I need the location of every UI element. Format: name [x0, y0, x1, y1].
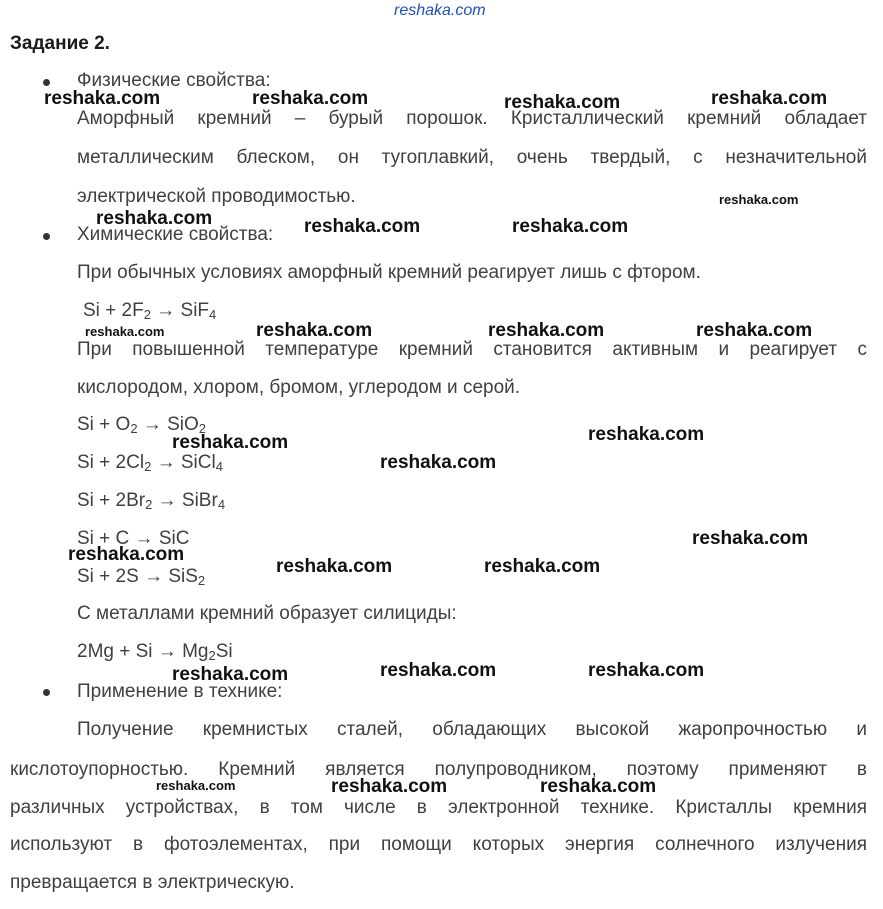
- bullet-physical: [43, 79, 50, 86]
- watermark: reshaka.com: [692, 528, 809, 549]
- watermark: reshaka.com: [96, 208, 213, 229]
- watermark: reshaka.com: [172, 432, 289, 453]
- application-line-2: кислотоупорностью. Кремний является полупроводником, поэтому применяют в: [10, 759, 867, 780]
- watermark: reshaka.com: [85, 324, 165, 339]
- watermark: reshaka.com: [696, 320, 813, 341]
- watermark: reshaka.com: [331, 776, 448, 797]
- watermark: reshaka.com: [380, 660, 497, 681]
- equation-si-s: Si + 2S → SiS$_2$: [77, 566, 206, 588]
- equation-si-cl2: $Si + 2Cl_2$ → SiCl$_4$: [77, 452, 223, 474]
- bullet-chemical: [43, 233, 50, 240]
- physical-line-2: металлическим блеском, он тугоплавкий, очень твердый, с незначительной: [77, 147, 867, 168]
- application-line-5: превращается в электрическую.: [10, 872, 295, 893]
- application-line-3: различных устройствах, в том числе в электронной технике. Кристаллы кремния: [10, 797, 867, 818]
- watermark: reshaka.com: [172, 664, 289, 685]
- watermark: reshaka.com: [512, 216, 629, 237]
- heading-chemical: Химические свойства:: [77, 224, 274, 245]
- chemical-intro: При обычных условиях аморфный кремний реагирует лишь с фтором.: [77, 262, 701, 283]
- watermark: reshaka.com: [44, 88, 161, 109]
- high-temp-line-2: кислородом, хлором, бромом, углеродом и серой.: [77, 377, 521, 398]
- watermark: reshaka.com: [484, 556, 601, 577]
- equation-si-br2: $Si + 2Br_2$ → SiBr$_4$: [77, 490, 226, 512]
- watermark: reshaka.com: [719, 192, 799, 207]
- watermark: reshaka.com: [488, 320, 605, 341]
- watermark: reshaka.com: [68, 544, 185, 565]
- watermark: reshaka.com: [540, 776, 657, 797]
- equation-si-c: Si + C → SiC: [77, 528, 190, 549]
- watermark: reshaka.com: [256, 320, 373, 341]
- equation-mg-si: $2Mg + Si \to Mg_2Si$: [77, 641, 233, 663]
- watermark-top: reshaka.com: [394, 2, 486, 19]
- equation-si-f2: $Si + 2F_2 \to SiF_4$: [83, 300, 217, 322]
- bullet-application: [43, 689, 50, 696]
- watermark: reshaka.com: [380, 452, 497, 473]
- physical-line-3: электрической проводимостью.: [77, 186, 356, 207]
- equation-si-o2: $Si + O_2 \to SiO_2$: [77, 414, 207, 436]
- watermark: reshaka.com: [156, 778, 236, 793]
- watermark: reshaka.com: [276, 556, 393, 577]
- physical-line-1: Аморфный кремний – бурый порошок. Кристаллический кремний обладает: [77, 108, 867, 129]
- watermark: reshaka.com: [252, 88, 369, 109]
- application-line-1: Получение кремнистых сталей, обладающих высокой жаропрочностью и: [77, 719, 867, 740]
- watermark: reshaka.com: [588, 660, 705, 681]
- metals-line: С металлами кремний образует силициды:: [77, 603, 457, 624]
- watermark: reshaka.com: [588, 424, 705, 445]
- heading-physical: Физические свойства:: [77, 70, 271, 91]
- application-line-4: используют в фотоэлементах, при помощи которых энергия солнечного излучения: [10, 834, 867, 855]
- task-title: Задание 2.: [10, 33, 110, 54]
- high-temp-line-1: При повышенной температуре кремний становится активным и реагирует с: [77, 339, 867, 360]
- watermark: reshaka.com: [711, 88, 828, 109]
- heading-application: Применение в технике:: [77, 681, 283, 702]
- watermark: reshaka.com: [504, 92, 621, 113]
- watermark: reshaka.com: [304, 216, 421, 237]
